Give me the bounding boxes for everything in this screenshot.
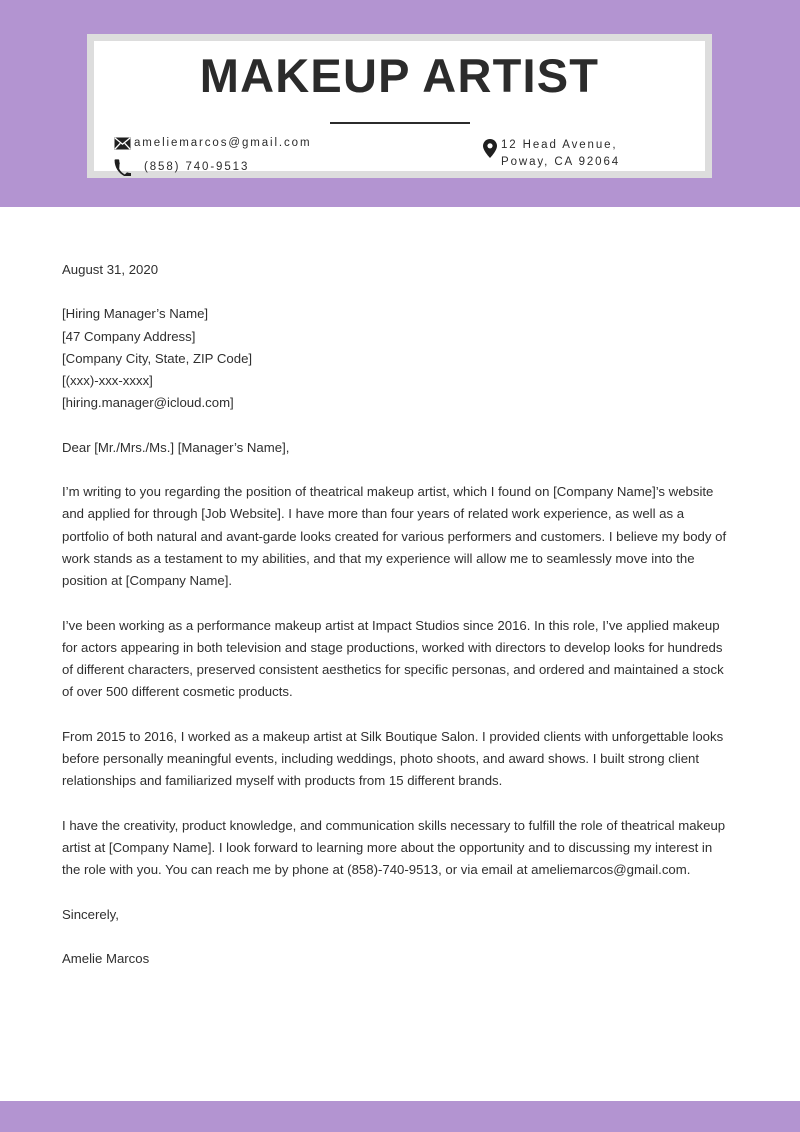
title-divider bbox=[330, 122, 470, 124]
address-line-1: 12 Head Avenue, bbox=[501, 139, 618, 151]
address-line-2: Poway, CA 92064 bbox=[501, 155, 621, 168]
header-card-inner bbox=[94, 41, 705, 171]
contact-email-row[interactable] bbox=[110, 134, 440, 152]
letter-salutation: Dear [Mr./Mrs./Ms.] [Manager’s Name], bbox=[62, 439, 290, 455]
letter-date: August 31, 2020 bbox=[62, 262, 159, 277]
recipient-line: [Company City, State, ZIP Code] bbox=[62, 350, 253, 366]
letter-paragraph: I’ve been working as a performance makeup artist at Impact Studios since 2016. In this role, I’ve applied makeup for actors appearing in both television and stage productions, worked with directors to develop looks for hundreds of different characters, preserved consistent aesthetics for specific personas, and ordered and maintained a stock of over 500 different cosmetic products. bbox=[62, 617, 724, 700]
header-card bbox=[87, 34, 712, 178]
page-title: MAKEUP ARTIST bbox=[199, 49, 600, 102]
phone-icon bbox=[110, 159, 134, 176]
recipient-line: [(xxx)-xxx-xxxx] bbox=[62, 373, 153, 389]
letter-closing: Sincerely, bbox=[62, 906, 119, 922]
header-accent-band bbox=[0, 0, 800, 207]
contact-left-column bbox=[110, 134, 440, 182]
letter-paragraph: I’m writing to you regarding the position of theatrical makeup artist, which I found on [Company Name]’s website and applied for through [Job Website]. I have more than four years of related work experience, as well as a portfolio of both natural and avant-garde looks created for various performers and customers. I believe my body of work stands as a testament to my abilities, and that my experience will allow me to seamlessly move into the position at [Company Name]. bbox=[62, 484, 727, 589]
footer-accent-band bbox=[0, 1101, 800, 1132]
letter-paragraph: From 2015 to 2016, I worked as a makeup artist at Silk Boutique Salon. I provided clients with unforgettable looks before personally meaningful events, including weddings, photo shoots, and award shows. I built strong client relationships and familiarized myself with products from 15 different brands. bbox=[62, 728, 724, 789]
envelope-icon bbox=[110, 137, 134, 150]
letter-body bbox=[62, 259, 727, 970]
letter-signature: Amelie Marcos bbox=[62, 950, 150, 966]
contact-phone-row[interactable] bbox=[110, 158, 440, 176]
contact-address-text bbox=[501, 137, 620, 170]
recipient-block bbox=[62, 303, 727, 414]
recipient-line: [47 Company Address] bbox=[62, 328, 196, 344]
contact-email-text: ameliemarcos@gmail.com bbox=[134, 136, 312, 149]
contact-address-row bbox=[479, 137, 709, 170]
contact-phone-text: (858) 740-9513 bbox=[144, 160, 250, 173]
recipient-line: [hiring.manager@icloud.com] bbox=[62, 395, 234, 411]
letter-paragraph: I have the creativity, product knowledge, and communication skills necessary to fulfill the role of theatrical makeup artist at [Company Name]. I look forward to learning more about the opportunity and to discussing my interest in the role with you. You can reach me by phone at (858)-740-9513, or via email at ameliemarcos@gmail.com. bbox=[62, 817, 726, 878]
recipient-line: [Hiring Manager’s Name] bbox=[62, 306, 209, 322]
contact-right-column bbox=[479, 137, 709, 176]
map-pin-icon bbox=[479, 137, 501, 158]
